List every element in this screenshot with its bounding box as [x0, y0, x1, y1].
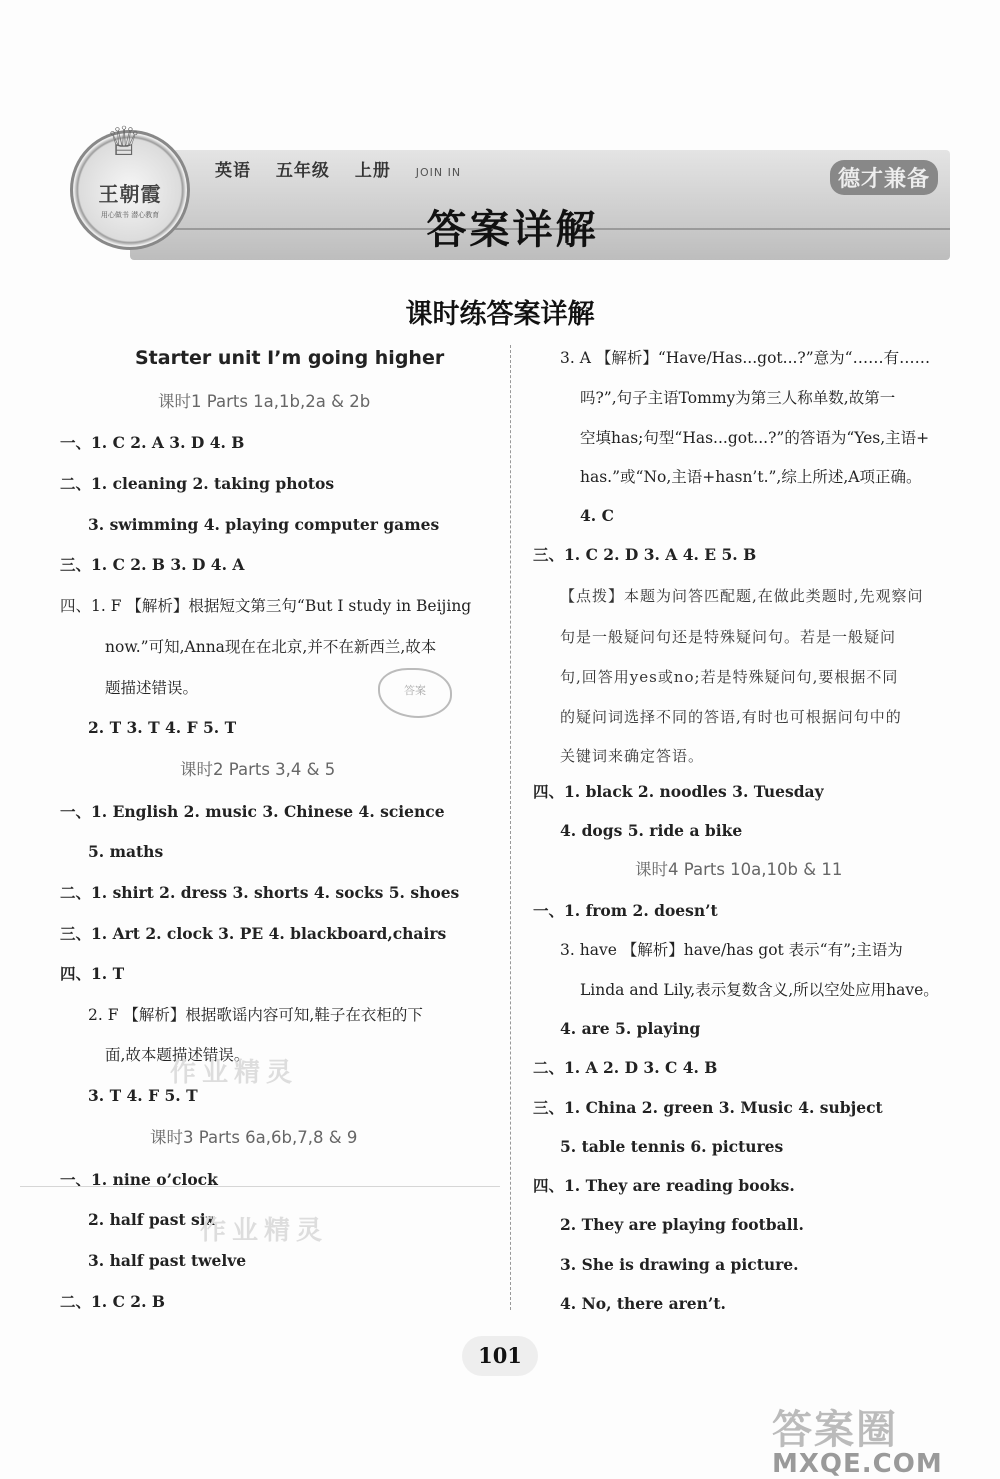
answer-line: 2. They are playing football. — [560, 1215, 804, 1234]
brand-badge: 德才兼备 — [830, 160, 938, 195]
answer-line: 二、1. shirt 2. dress 3. shorts 4. socks 5. shoes — [60, 883, 460, 902]
answer-line: now.”可知,Anna现在在北京,并不在新西兰,故本 — [105, 638, 437, 656]
answer-line: 四、1. T — [60, 964, 125, 983]
answer-line: 3. swimming 4. playing computer games — [88, 515, 440, 534]
crown-icon: ♕ — [106, 119, 142, 165]
answer-line: 2. T 3. T 4. F 5. T — [88, 718, 237, 737]
site-url: MXQE.COM — [772, 1449, 943, 1479]
answer-line: 四、1. black 2. noodles 3. Tuesday — [533, 782, 824, 801]
tip-line: 句,回答用yes或no;若是特殊疑问句,要根据不同 — [560, 668, 899, 686]
answer-line: 4. C — [580, 506, 614, 525]
answer-line: 一、1. from 2. doesn’t — [533, 901, 718, 920]
answer-line: Linda and Lily,表示复数含义,所以空处应用have。 — [580, 981, 939, 999]
lesson-heading: 课时3 Parts 6a,6b,7,8 & 9 — [150, 1128, 358, 1147]
answer-line: 5. maths — [88, 842, 164, 861]
answer-line: 5. table tennis 6. pictures — [560, 1137, 784, 1156]
seal-name: 王朝霞 — [98, 182, 162, 206]
answer-line: 三、1. Art 2. clock 3. PE 4. blackboard,chairs — [60, 924, 447, 943]
site-logo-text: 答案圈 — [772, 1407, 898, 1453]
answer-line: 4. No, there aren’t. — [560, 1294, 726, 1313]
header-banner — [70, 119, 955, 260]
stamp-text: 答案 — [404, 684, 426, 697]
watermark-text: 作业精灵 — [170, 1058, 299, 1088]
answer-line: 面,故本题描述错误。 — [105, 1046, 250, 1064]
book-info — [215, 156, 479, 181]
unit-heading: Starter unit I’m going higher — [135, 347, 445, 369]
answer-line: 4. are 5. playing — [560, 1019, 701, 1038]
answer-line: 一、1. C 2. A 3. D 4. B — [60, 433, 245, 452]
edition-label: JOIN IN — [415, 166, 462, 179]
column-divider — [510, 345, 511, 1310]
tip-line: 关键词来确定答语。 — [560, 747, 705, 765]
answer-line: 3. half past twelve — [88, 1251, 247, 1270]
answer-line: 4. dogs 5. ride a bike — [560, 821, 743, 840]
answer-line: 四、1. They are reading books. — [533, 1176, 795, 1195]
answer-line: 三、1. C 2. D 3. A 4. E 5. B — [533, 545, 757, 564]
answer-line: 三、1. C 2. B 3. D 4. A — [60, 555, 245, 574]
lesson-heading: 课时1 Parts 1a,1b,2a & 2b — [158, 392, 371, 411]
answer-line: 吗?”,句子主语Tommy为第三人称单数,故第一 — [580, 389, 896, 407]
page-number: 101 — [462, 1336, 538, 1376]
answer-line: 2. F 【解析】根据歌谣内容可知,鞋子在衣柜的下 — [88, 1006, 423, 1024]
answer-line: 3. T 4. F 5. T — [88, 1086, 198, 1105]
answer-line: 3. A 【解析】“Have/Has...got...?”意为“……有…… — [560, 349, 931, 367]
answer-stamp-watermark — [378, 668, 452, 718]
answer-line: has.”或“No,主语+hasn’t.”,综上所述,A项正确。 — [580, 468, 922, 486]
answer-line: 3. She is drawing a picture. — [560, 1255, 799, 1274]
answer-line: 一、1. English 2. music 3. Chinese 4. science — [60, 802, 445, 821]
answer-line: 2. half past six — [88, 1210, 215, 1229]
answer-line: 二、1. C 2. B — [60, 1292, 165, 1311]
tip-line: 的疑问词选择不同的答语,有时也可根据问句中的 — [560, 708, 902, 726]
banner-title: 答案详解 — [426, 207, 599, 253]
volume-label: 上册 — [354, 161, 391, 181]
answer-line: 空填has;句型“Has...got...?”的答语为“Yes,主语+ — [580, 429, 930, 447]
site-watermark-logo — [772, 1398, 982, 1479]
answer-line: 四、1. F 【解析】根据短文第三句“But I study in Beijing — [60, 597, 472, 615]
grade-label: 五年级 — [275, 161, 330, 181]
answer-line: 三、1. China 2. green 3. Music 4. subject — [533, 1098, 883, 1117]
section-title: 课时练答案详解 — [405, 299, 595, 330]
answer-line: 二、1. cleaning 2. taking photos — [60, 474, 335, 493]
seal-motto: 用心做书 潜心教育 — [100, 211, 160, 219]
lesson-heading: 课时2 Parts 3,4 & 5 — [180, 760, 336, 779]
tip-line: 【点拨】本题为问答匹配题,在做此类题时,先观察问 — [560, 587, 924, 605]
watermark-text: 作业精灵 — [200, 1216, 329, 1246]
lesson-heading: 课时4 Parts 10a,10b & 11 — [635, 860, 843, 879]
answer-line: 3. have 【解析】have/has got 表示“有”;主语为 — [560, 941, 903, 959]
answer-line: 一、1. nine o’clock — [60, 1170, 218, 1189]
tip-line: 句是一般疑问句还是特殊疑问句。若是一般疑问 — [560, 628, 897, 646]
scan-rule — [20, 1186, 500, 1187]
answer-line: 题描述错误。 — [105, 679, 199, 697]
answer-line: 二、1. A 2. D 3. C 4. B — [533, 1058, 718, 1077]
subject-label: 英语 — [215, 161, 251, 181]
